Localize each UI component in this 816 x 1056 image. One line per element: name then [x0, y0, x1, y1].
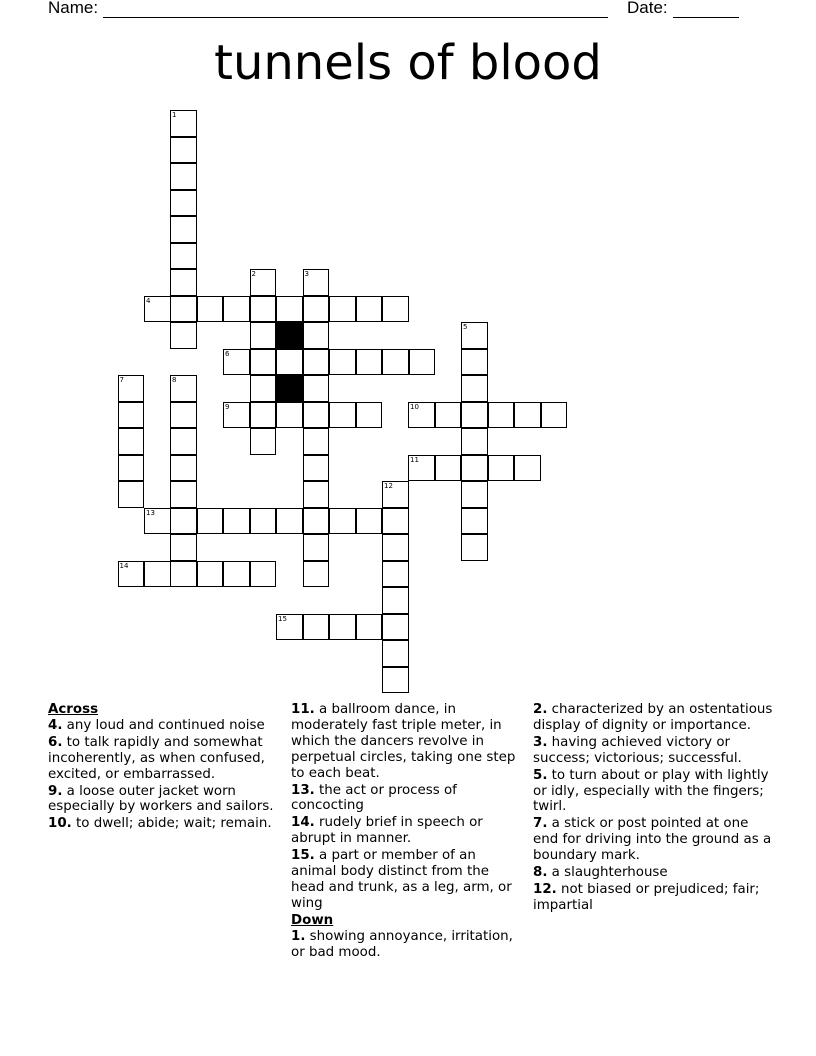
- clue-number: 5.: [533, 767, 548, 783]
- clue-number: 4: [146, 296, 151, 305]
- grid-cell[interactable]: [461, 481, 488, 508]
- clue-item: [291, 929, 523, 961]
- grid-cell[interactable]: [170, 508, 197, 535]
- black-square: [276, 322, 303, 349]
- down-heading: Down: [291, 912, 334, 928]
- clue-text: to turn about or play with lightly or idly, especially with the fingers; twirl.: [533, 767, 769, 815]
- grid-cell[interactable]: [329, 508, 356, 535]
- clue-number: 12.: [533, 881, 557, 897]
- clue-number: 8.: [533, 865, 548, 881]
- down-clue-list: [291, 929, 523, 961]
- clue-number: 13.: [291, 782, 315, 798]
- grid-cell[interactable]: [356, 614, 383, 641]
- grid-cell[interactable]: [382, 534, 409, 561]
- clue-number: 8: [172, 376, 177, 384]
- grid-cell[interactable]: [356, 508, 383, 535]
- grid-cell[interactable]: [303, 402, 330, 429]
- clue-number: 1: [172, 111, 177, 119]
- clue-item: [291, 815, 523, 847]
- grid-cell[interactable]: [250, 349, 277, 376]
- clue-text: characterized by an ostentatious display of dignity or importance.: [533, 702, 773, 733]
- grid-cell[interactable]: [118, 375, 145, 402]
- clue-item: [533, 882, 775, 914]
- grid-cell[interactable]: [223, 561, 250, 588]
- down-clue-list-continued: [533, 702, 775, 914]
- grid-cell[interactable]: [303, 322, 330, 349]
- grid-cell[interactable]: [223, 296, 250, 323]
- grid-cell[interactable]: [170, 428, 197, 455]
- clue-number: 3.: [533, 734, 548, 750]
- clue-text: a stick or post pointed at one end for driving into the ground as a boundary mark.: [533, 816, 772, 864]
- grid-cell[interactable]: [382, 296, 409, 323]
- grid-cell[interactable]: [276, 614, 303, 641]
- grid-cell[interactable]: [170, 534, 197, 561]
- grid-cell[interactable]: [170, 402, 197, 429]
- grid-cell[interactable]: [356, 296, 383, 323]
- clue-number: 9.: [48, 783, 63, 799]
- grid-cell[interactable]: [250, 375, 277, 402]
- grid-cell[interactable]: [488, 402, 515, 429]
- grid-cell[interactable]: [276, 402, 303, 429]
- grid-cell[interactable]: [170, 243, 197, 270]
- grid-cell[interactable]: [170, 110, 197, 137]
- grid-cell[interactable]: [408, 402, 435, 429]
- grid-cell[interactable]: [170, 296, 197, 323]
- grid-cell[interactable]: [303, 508, 330, 535]
- clue-text: any loud and continued noise: [62, 717, 265, 733]
- grid-cell[interactable]: [144, 508, 171, 535]
- clue-number: 4.: [48, 717, 63, 733]
- clue-item: [48, 735, 284, 783]
- grid-cell[interactable]: [223, 508, 250, 535]
- grid-cell[interactable]: [250, 561, 277, 588]
- grid-cell[interactable]: [356, 349, 383, 376]
- grid-cell[interactable]: [276, 296, 303, 323]
- grid-cell[interactable]: [435, 455, 462, 482]
- clues-column-2: [291, 702, 523, 962]
- grid-cell[interactable]: [461, 322, 488, 349]
- grid-cell[interactable]: [197, 561, 224, 588]
- grid-cell[interactable]: [223, 402, 250, 429]
- grid-cell[interactable]: [118, 402, 145, 429]
- grid-cell[interactable]: [409, 349, 436, 376]
- name-label: Name:: [48, 0, 99, 17]
- clue-number: 14.: [291, 815, 315, 831]
- clue-item: [291, 848, 523, 912]
- clue-number: 11: [410, 455, 419, 464]
- clue-number: 2: [251, 270, 256, 278]
- puzzle-title: tunnels of blood: [214, 35, 602, 91]
- grid-cell[interactable]: [356, 402, 383, 429]
- across-heading: Across: [48, 702, 99, 717]
- grid-cell[interactable]: [461, 508, 488, 535]
- grid-cell[interactable]: [250, 296, 277, 323]
- clue-number: 10.: [48, 816, 72, 832]
- grid-cell[interactable]: [303, 614, 330, 641]
- grid-cell[interactable]: [382, 614, 409, 641]
- grid-cell[interactable]: [223, 349, 250, 376]
- clue-text: the act or process of concocting: [291, 782, 457, 814]
- grid-cell[interactable]: [382, 349, 409, 376]
- clue-number: 7: [119, 376, 124, 384]
- grid-cell[interactable]: [541, 402, 568, 429]
- grid-cell[interactable]: [488, 455, 515, 482]
- grid-cell[interactable]: [514, 455, 541, 482]
- clue-number: 10: [410, 402, 419, 411]
- clue-text: not biased or prejudiced; fair; impartial: [533, 881, 760, 913]
- grid-cell[interactable]: [118, 455, 145, 482]
- clue-text: to talk rapidly and somewhat incoherently, as when confused, excited, or embarrassed.: [48, 734, 265, 782]
- grid-cell[interactable]: [303, 269, 330, 296]
- clue-number: 5: [463, 323, 468, 331]
- grid-cell[interactable]: [435, 402, 462, 429]
- grid-cell[interactable]: [461, 455, 488, 482]
- grid-cell[interactable]: [461, 402, 488, 429]
- clue-item: [291, 783, 523, 815]
- clue-number: 1.: [291, 928, 306, 944]
- grid-cell[interactable]: [461, 534, 488, 561]
- clue-number: 13: [146, 508, 155, 517]
- grid-cell[interactable]: [170, 190, 197, 217]
- grid-cell[interactable]: [250, 508, 277, 535]
- grid-cell[interactable]: [303, 481, 330, 508]
- grid-cell[interactable]: [303, 375, 330, 402]
- grid-cell[interactable]: [197, 296, 224, 323]
- grid-cell[interactable]: [382, 561, 409, 588]
- clue-number: 14: [119, 561, 129, 570]
- grid-cell[interactable]: [250, 269, 277, 296]
- clues-column-1: [48, 702, 284, 833]
- clue-item: [533, 865, 775, 881]
- clue-number: 7.: [533, 816, 548, 832]
- grid-cell[interactable]: [329, 402, 356, 429]
- grid-cell[interactable]: [118, 561, 145, 588]
- grid-cell[interactable]: [197, 508, 224, 535]
- clue-number: 15: [278, 614, 287, 623]
- clue-text: rudely brief in speech or abrupt in manner.: [291, 815, 483, 847]
- grid-cell[interactable]: [329, 296, 356, 323]
- grid-cell[interactable]: [276, 508, 303, 535]
- grid-cell[interactable]: [170, 481, 197, 508]
- across-clue-list-continued: [291, 702, 523, 912]
- clue-item: [533, 702, 775, 734]
- clues-column-3: [533, 702, 775, 915]
- grid-cell[interactable]: [382, 481, 409, 508]
- clue-text: showing annoyance, irritation, or bad mood.: [291, 928, 513, 960]
- clue-text: a loose outer jacket worn especially by workers and sailors.: [48, 783, 274, 815]
- grid-cell[interactable]: [276, 349, 303, 376]
- black-square: [276, 375, 303, 402]
- clue-item: [48, 784, 284, 816]
- clue-text: a ballroom dance, in moderately fast triple meter, in which the dancers revolve in perpetual circles, taking one step to each beat.: [291, 702, 516, 781]
- clue-item: [533, 816, 775, 864]
- clue-number: 3: [304, 270, 309, 278]
- grid-cell[interactable]: [382, 508, 409, 535]
- clue-text: to dwell; abide; wait; remain.: [71, 816, 272, 832]
- grid-cell[interactable]: [250, 322, 277, 349]
- grid-cell[interactable]: [170, 455, 197, 482]
- grid-cell[interactable]: [250, 402, 277, 429]
- grid-cell[interactable]: [170, 561, 197, 588]
- grid-cell[interactable]: [382, 640, 409, 667]
- grid-cell[interactable]: [144, 561, 171, 588]
- clue-number: 2.: [533, 702, 548, 717]
- across-clue-list: [48, 718, 284, 832]
- clue-text: a slaughterhouse: [547, 865, 668, 881]
- grid-cell[interactable]: [329, 614, 356, 641]
- clue-item: [48, 816, 284, 832]
- grid-cell[interactable]: [303, 428, 330, 455]
- clue-number: 12: [384, 482, 393, 490]
- grid-cell[interactable]: [382, 587, 409, 614]
- grid-cell[interactable]: [408, 455, 435, 482]
- clue-number: 9: [225, 402, 230, 411]
- grid-cell[interactable]: [118, 428, 145, 455]
- clue-number: 6: [225, 349, 230, 358]
- grid-cell[interactable]: [514, 402, 541, 429]
- clue-item: [291, 702, 523, 782]
- grid-cell[interactable]: [382, 667, 409, 694]
- grid-cell[interactable]: [303, 296, 330, 323]
- grid-cell[interactable]: [170, 269, 197, 296]
- grid-cell[interactable]: [144, 296, 171, 323]
- grid-cell[interactable]: [461, 428, 488, 455]
- grid-cell[interactable]: [461, 375, 488, 402]
- grid-cell[interactable]: [170, 163, 197, 190]
- grid-cell[interactable]: [118, 481, 145, 508]
- date-label: Date:: [627, 0, 668, 17]
- clue-number: 6.: [48, 734, 63, 750]
- grid-cell[interactable]: [329, 349, 356, 376]
- grid-cell[interactable]: [170, 322, 197, 349]
- grid-cell[interactable]: [461, 349, 488, 376]
- clue-item: [48, 718, 284, 734]
- grid-cell[interactable]: [303, 455, 330, 482]
- clue-item: [533, 768, 775, 816]
- clue-text: having achieved victory or success; victorious; successful.: [533, 734, 742, 766]
- grid-cell[interactable]: [250, 428, 277, 455]
- clue-number: 11.: [291, 702, 315, 717]
- clue-text: a part or member of an animal body distinct from the head and trunk, as a leg, arm, or wing: [291, 848, 512, 911]
- grid-cell[interactable]: [303, 349, 330, 376]
- grid-cell[interactable]: [170, 375, 197, 402]
- grid-cell[interactable]: [170, 216, 197, 243]
- grid-cell[interactable]: [303, 561, 330, 588]
- clue-number: 15.: [291, 848, 315, 864]
- grid-cell[interactable]: [303, 534, 330, 561]
- clue-item: [533, 735, 775, 767]
- grid-cell[interactable]: [170, 137, 197, 164]
